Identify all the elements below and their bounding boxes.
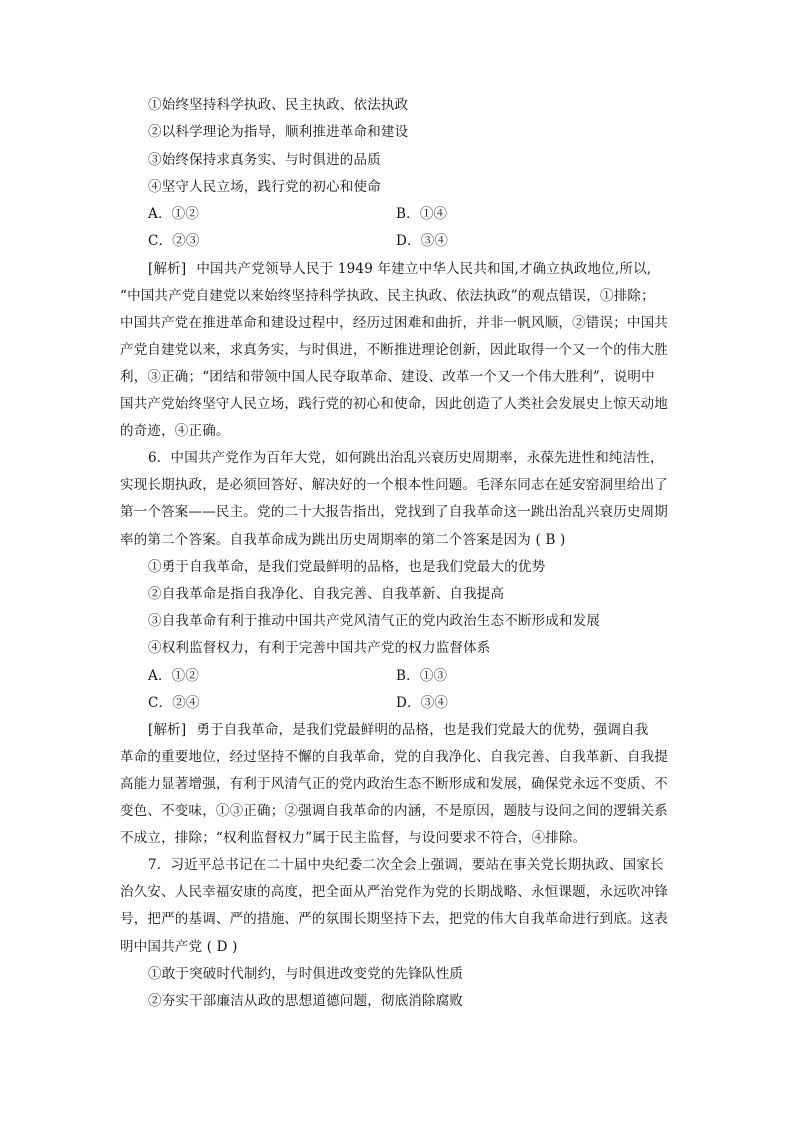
q5-analysis-line-5: 利，③正确；“团结和带领中国人民夺取革命、建设、改革一个又一个伟大胜利”，说明中 xyxy=(120,369,655,385)
q5-option-1: ①始终坚持科学执政、民主执政、依法执政 xyxy=(148,97,409,113)
q6-analysis-text: 勇于自我革命，是我们党最鲜明的品格，也是我们党最大的优势，强调自我 xyxy=(196,722,649,738)
q7-option-1: ①敢于突破时代制约，与时俱进改变党的先锋队性质 xyxy=(148,966,464,982)
q5-option-2: ②以科学理论为指导，顺利推进革命和建设 xyxy=(148,124,409,140)
q5-analysis-line-4: 产党自建党以来，求真务实，与时俱进，不断推进理论创新，因此取得一个又一个的伟大胜 xyxy=(120,342,668,358)
q6-stem-line-2: 实现长期执政，是必须回答好、解决好的一个根本性问题。毛泽东同志在延安窑洞里给出了 xyxy=(120,477,668,493)
q5-analysis-line-7: 的奇迹，④正确。 xyxy=(120,423,230,439)
q7-option-2: ②夯实干部廉洁从政的思想道德问题，彻底消除腐败 xyxy=(148,993,464,1009)
q5-option-4: ④坚守人民立场，践行党的初心和使命 xyxy=(148,179,381,195)
q5-analysis-text: 中国共产党领导人民于 1949 年建立中华人民共和国,才确立执政地位,所以, xyxy=(196,261,652,277)
q6-choice-a: A．①② xyxy=(148,668,200,684)
q5-choice-c: C．②③ xyxy=(148,233,200,249)
q6-analysis-line-3: 高能力显著增强，有利于风清气正的党内政治生态不断形成和发展，确保党永远不变质、不 xyxy=(120,776,668,792)
q6-analysis-line-2: 革命的重要地位，经过坚持不懈的自我革命，党的自我净化、自我完善、自我革新、自我提 xyxy=(120,749,668,765)
q6-choice-d: D．③④ xyxy=(396,695,449,711)
q6-choice-b: B．①③ xyxy=(396,668,448,684)
q6-stem-line-3: 第一个答案——民主。党的二十大报告指出，党找到了自我革命这一跳出治乱兴衰历史周期 xyxy=(120,504,668,520)
q5-choice-d: D．③④ xyxy=(396,233,449,249)
q7-stem-line-3: 号，把严的基调、严的措施、严的氛围长期坚持下去，把党的伟大自我革命进行到底。这表 xyxy=(120,911,668,927)
q7-stem-line-1: 7．习近平总书记在二十届中央纪委二次全会上强调，要站在事关党长期执政、国家长 xyxy=(148,857,664,873)
q6-analysis-line-1 xyxy=(148,720,648,740)
q6-stem-line-1: 6．中国共产党作为百年大党，如何跳出治乱兴衰历史周期率，永葆先进性和纯洁性， xyxy=(148,450,664,466)
q7-stem-line-4: 明中国共产党 ( D ) xyxy=(120,939,238,955)
q5-analysis-tag: [解析] xyxy=(148,261,187,277)
q6-analysis-line-5: 不成立，排除；“权利监督权力”属于民主监督，与设问要求不符合，④排除。 xyxy=(120,830,587,846)
q5-analysis-line-3: 中国共产党在推进革命和建设过程中，经历过困难和曲折，并非一帆风顺，②错误；中国共 xyxy=(120,315,668,331)
q6-option-2: ②自我革命是指自我净化、自我完善、自我革新、自我提高 xyxy=(148,586,505,602)
q6-stem-line-4: 率的第二个答案。自我革命成为跳出历史周期率的第二个答案是因为 ( B ) xyxy=(120,532,566,548)
q6-choice-c: C．②④ xyxy=(148,695,200,711)
q5-choice-b: B．①④ xyxy=(396,206,448,222)
q5-option-3: ③始终保持求真务实、与时俱进的品质 xyxy=(148,152,381,168)
q7-stem-line-2: 治久安、人民幸福安康的高度，把全面从严治党作为党的长期战略、永恒课题，永远吹冲锋 xyxy=(120,884,668,900)
q5-analysis-line-2: “中国共产党自建党以来始终坚持科学执政、民主执政、依法执政”的观点错误，①排除； xyxy=(120,288,655,304)
q6-option-4: ④权利监督权力，有利于完善中国共产党的权力监督体系 xyxy=(148,640,491,656)
q5-analysis-line-1 xyxy=(148,259,651,279)
q6-analysis-tag: [解析] xyxy=(148,722,187,738)
q5-choice-a: A．①② xyxy=(148,206,200,222)
q5-analysis-line-6: 国共产党始终坚守人民立场，践行党的初心和使命，因此创造了人类社会发展史上惊天动地 xyxy=(120,396,668,412)
q6-analysis-line-4: 变色、不变味，①③正确；②强调自我革命的内涵，不是原因，题肢与设问之间的逻辑关系 xyxy=(120,803,668,819)
q6-option-1: ①勇于自我革命，是我们党最鲜明的品格，也是我们党最大的优势 xyxy=(148,559,546,575)
q6-option-3: ③自我革命有利于推动中国共产党风清气正的党内政治生态不断形成和发展 xyxy=(148,613,601,629)
